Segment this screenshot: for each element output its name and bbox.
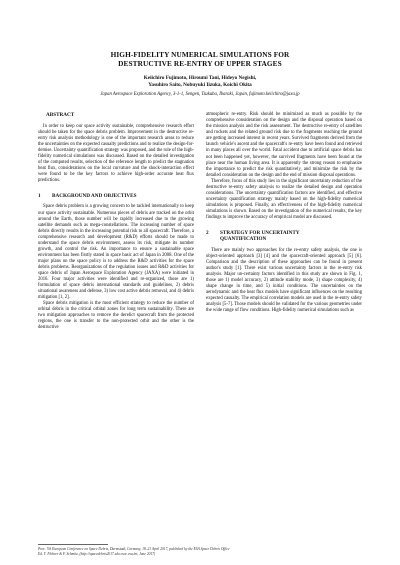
affiliation: Japan Aerospace Exploration Agency, 3-1-1, Sengen, Tsukuba, Ibaraki, Japan, fujimoto.keiichiro@jaxa.jp xyxy=(100,92,300,98)
footer-line-1: Proc. 7th European Conference on Space Debris, Darmstadt, Germany, 18–21 April 2017, published by the ESA Space Debris Office xyxy=(38,547,230,551)
right-column xyxy=(206,112,362,331)
section-1-paragraph-2: Space debris mitigation is the most efficient strategy to reduce the number of orbital debris in the critical orbital zones for long term sustainability. There are two mitigation approaches to remove the derelict spacecraft from the protected regions, the one is transfer to the non-protected orbit and the other is the destructive xyxy=(38,301,194,331)
section-2-heading xyxy=(206,230,362,243)
authors-line-1: Keiichiro Fujimoto, Hiroumi Tani, Hideyo Negishi, xyxy=(143,75,257,81)
section-1-continued-paragraph: atmospheric re-entry. Risk should be minimized as much as possible by the comprehensive consideration on the design and the disposal operation based on the mission analysis and the risk assessment. The destructive re-entry of satellites and rockets and the related ground risk due to the fragments reaching the ground are getting increased interest in recent years. Survived fragments derived from the launch vehicle's ascent and the spacecraft's re-entry have been found and retrieved in many places all over the world. Fatal accident due to artificial space debris has not been happened yet, however, the survived fragments have been found at the place near the human living area. It is apparently the strong reason to emphasize the importance to predict the risk quantitatively, and minimize the risk by the detailed consideration on the design and the end of mission disposal operations. xyxy=(206,112,362,178)
section-1-heading xyxy=(38,193,194,199)
authors-line-2: Yasuhiro Saito, Nobuyuki Iizuka, Koichi Okita xyxy=(148,81,252,88)
abstract-text: In order to keep our space activity sustainable, comprehensive research effort should be taken for the space debris problem. Improvement in the destructive re-entry risk analysis methodology is one of the important research areas to reduce the uncertainties on the expected casualty predictions and to realize the design-for-demise. Uncertainty quantification strategy was proposed, and the role of the high-fidelity numerical simulations was discussed. Based on the detailed investigation of the computed results, selection of the reference length to predict the stagnation heat flux, considerations on the local curvature and the shock-interaction effect were found to be the key factors to achieve high-order accurate heat flux predictions. xyxy=(38,123,194,184)
title-line-1: HIGH-FIDELITY NUMERICAL SIMULATIONS FOR xyxy=(110,50,290,59)
section-1-number: 1 xyxy=(38,193,41,200)
page-footer xyxy=(38,544,362,556)
title-line-2: DESTRUCTIVE RE-ENTRY OF UPPER STAGES xyxy=(118,59,282,68)
abstract-heading xyxy=(46,112,194,118)
section-1-title: BACKGROUND AND OBJECTIVES xyxy=(52,193,137,200)
abstract-heading-text: ABSTRACT xyxy=(46,112,75,119)
footer-line-2: Ed. T. Flohrer & F. Schmitz, (http://spacedebris2017.sdo.esoc.esa.int, June 2017) xyxy=(38,551,156,556)
section-1-paragraph-3: Therefore, focus of this study lies in the significant uncertainty reduction of the destructive re-entry safety analysis to realize the detailed design and operation considerations. The uncertainty quantification factors are identified, and effective uncertainty quantification strategy mainly based on the high-fidelity numerical simulations is proposed. Finally, an effectiveness of the high-fidelity numerical simulations is shown. Based on the investigation of the numerical results, the key findings to improve the accuracy of empirical model are discussed. xyxy=(206,178,362,220)
two-column-body xyxy=(38,112,362,331)
section-1-paragraph-1: Space debris problem is a growing concern to be tackled internationally to keep our space activity sustainable. Numerous pieces of debris are tracked on the orbit around the Earth, those number will be rapidly increased due to the growing satellite demands such as mega-constellations. The increasing number of space debris directly results in the increasing potential risk to all spacecraft. Therefore, a comprehensive research and development (R&D) efforts should be made to understand the space debris environment, assess its risk, mitigate its number growth, and control the risk. An importance to ensure a sustainable space environment has been firstly stated in space basic act of Japan in 2008. One of the major plans on the space policy is to address the R&D activities for the space debris problems. Reorganizations of the regulation issues and R&D activities for space debris of Japan Aerospace Exploration Agency (JAXA) were initiated in 2016. Four major activities were identified and re-organized, those are 1) formulation of space debris international standards and guidelines, 2) debris situational awareness and defense, 3) low cost active debris removal, and 4) debris mitigation [1, 2]. xyxy=(38,204,194,301)
section-2-title-line-2: QUANTIFICATION xyxy=(220,236,267,243)
author-list xyxy=(38,75,362,88)
footer-rule xyxy=(38,544,108,545)
section-2-paragraph-1: There are mainly two approaches for the re-entry safety analysis, the one is object-oriented approach [3] [4] and the spacecraft-oriented approach [5] [6]. Comparison and the description of these approaches can be found in present author's study [1]. There exist various uncertainty factors in the re-entry risk analysis. Major un-certainty factors identified in this study are shown in Fig. 1, those are 1) model accuracy, 2) attitude stability mode, 3) shape complexity, 4) shape change in time, and 5) initial conditions. The uncertainties on the aerodynamic and the heat flux models have significant influences on the resulting expected casualty. The empirical correlation models are used in the re-entry safety analysis [5-7]. Those models should be validated for the various geometries under the wide range of flow conditions. High-fidelity numerical simulations such as xyxy=(206,247,362,314)
section-2-title xyxy=(220,230,300,243)
section-2-title-line-1: STRATEGY FOR UNCERTAINTY xyxy=(220,230,300,237)
section-2-number: 2 xyxy=(206,230,209,237)
paper-title xyxy=(38,50,362,68)
left-column xyxy=(38,112,194,331)
